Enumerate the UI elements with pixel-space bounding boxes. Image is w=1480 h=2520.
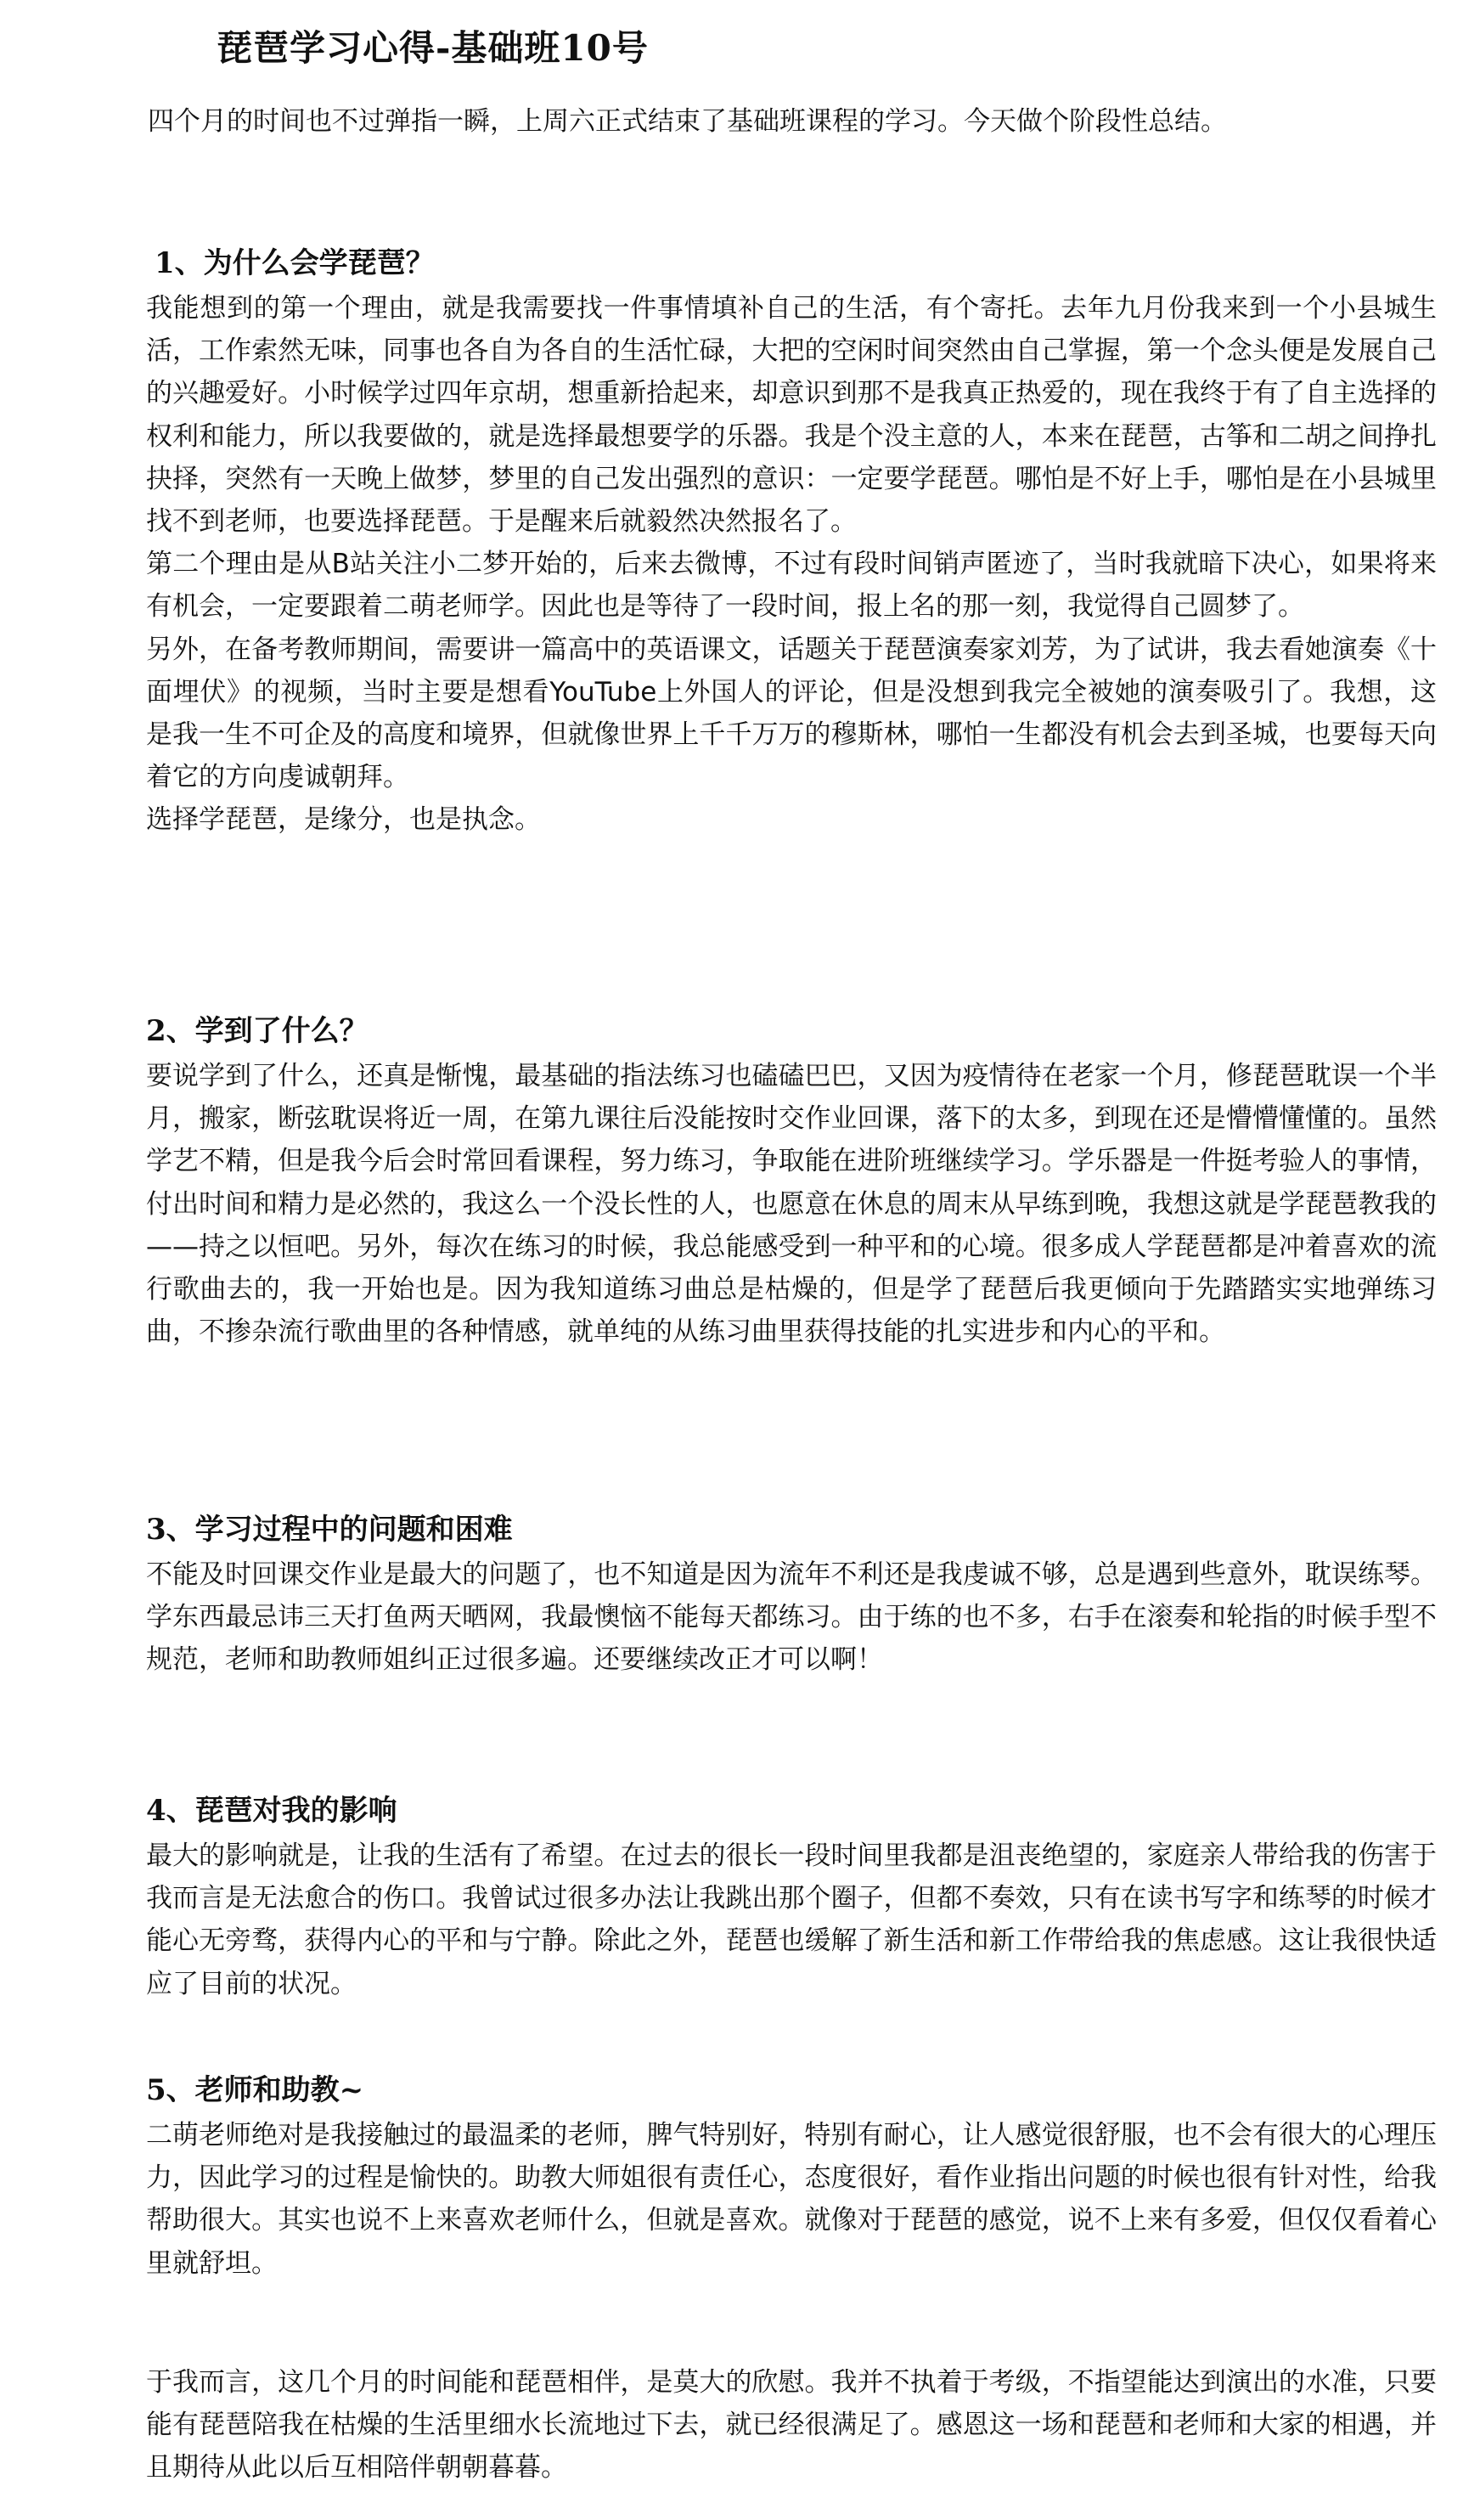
section-paragraph: 我能想到的第一个理由，就是我需要找一件事情填补自己的生活，有个寄托。去年九月份我来到一个小县城生活，工作索然无味，同事也各自为各自的生活忙碌，大把的空闲时间突然由自己掌握，第一个念头便是发展自己的兴趣爱好。小时候学过四年京胡，想重新拾起来，却意识到那不是我真正热爱的，现在我终于有了自主选择的权利和能力，所以我要做的，就是选择最想要学的乐器。我是个没主意的人，本来在琵琶，古筝和二胡之间挣扎抉择，突然有一天晚上做梦，梦里的自己发出强烈的意识：一定要学琵琶。哪怕是不好上手，哪怕是在小县城里找不到老师，也要选择琵琶。于是醒来后就毅然决然报名了。 [146,293,1437,538]
section-paragraph: 不能及时回课交作业是最大的问题了，也不知道是因为流年不利还是我虔诚不够，总是遇到些意外，耽误练琴。学东西最忌讳三天打鱼两天晒网，我最懊恼不能每天都练习。由于练的也不多，右手在滚奏和轮指的时候手型不规范，老师和助教师姐纠正过很多遍。还要继续改正才可以啊！ [146,1559,1437,1676]
section-influence [146,1787,1437,2005]
section-problems [146,1506,1437,1682]
section-paragraph: 二萌老师绝对是我接触过的最温柔的老师，脾气特别好，特别有耐心，让人感觉很舒服，也不会有很大的心理压力，因此学习的过程是愉快的。助教大师姐很有责任心，态度很好，看作业指出问题的时候也很有针对性，给我帮助很大。其实也说不上来喜欢老师什么，但就是喜欢。就像对于琵琶的感觉，说不上来有多爱，但仅仅看着心里就舒坦。 [146,2120,1437,2279]
intro-paragraph: 四个月的时间也不过弹指一瞬，上周六正式结束了基础班课程的学习。今天做个阶段性总结。 [148,106,1227,137]
section-teachers [146,2066,1437,2285]
section-paragraph: 选择学琵琶，是缘分，也是执念。 [146,804,541,836]
section-paragraph: 第二个理由是从B站关注小二梦开始的，后来去微博，不过有段时间销声匿迹了，当时我就暗下决心，如果将来有机会，一定要跟着二萌老师学。因此也是等待了一段时间，报上名的那一刻，我觉得自己圆梦了。 [146,549,1437,623]
section-heading: 4、琵琶对我的影响 [146,1794,397,1828]
section-heading: 2、学到了什么？ [146,1014,369,1048]
section-paragraph: 要说学到了什么，还真是惭愧，最基础的指法练习也磕磕巴巴，又因为疫情待在老家一个月，修琵琶耽误一个半月，搬家，断弦耽误将近一周，在第九课往后没能按时交作业回课，落下的太多，到现在还是懵懵懂懂的。虽然学艺不精，但是我今后会时常回看课程，努力练习，争取能在进阶班继续学习。学乐器是一件挺考验人的事情，付出时间和精力是必然的，我这么一个没长性的人，也愿意在休息的周末从早练到晚，我想这就是学琵琶教我的——持之以恒吧。另外，每次在练习的时候，我总能感受到一种平和的心境。很多成人学琵琶都是冲着喜欢的流行歌曲去的，我一开始也是。因为我知道练习曲总是枯燥的，但是学了琵琶后我更倾向于先踏踏实实地弹练习曲，不掺杂流行歌曲里的各种情感，就单纯的从练习曲里获得技能的扎实进步和内心的平和。 [146,1061,1437,1348]
document-title: 琵琶学习心得-基础班10号 [217,27,649,69]
section-paragraph: 另外，在备考教师期间，需要讲一篇高中的英语课文，话题关于琵琶演奏家刘芳，为了试讲，我去看她演奏《十面埋伏》的视频，当时主要是想看YouTube上外国人的评论，但是没想到我完全被她的演奏吸引了。我想，这是我一生不可企及的高度和境界，但就像世界上千千万万的穆斯林，哪怕一生都没有机会去到圣城，也要每天向着它的方向虔诚朝拜。 [146,634,1437,793]
section-paragraph: 最大的影响就是，让我的生活有了希望。在过去的很长一段时间里我都是沮丧绝望的，家庭亲人带给我的伤害于我而言是无法愈合的伤口。我曾试过很多办法让我跳出那个圈子，但都不奏效，只有在读书写字和练琴的时候才能心无旁骛，获得内心的平和与宁静。除此之外，琵琶也缓解了新生活和新工作带给我的焦虑感。这让我很快适应了目前的状况。 [146,1841,1437,1999]
section-heading: 1、为什么会学琵琶？ [155,246,435,280]
closing-paragraph: 于我而言，这几个月的时间能和琵琶相伴，是莫大的欣慰。我并不执着于考级，不指望能达到演出的水准，只要能有琵琶陪我在枯燥的生活里细水长流地过下去，就已经很满足了。感恩这一场和琵琶和老师和大家的相遇，并且期待从此以后互相陪伴朝朝暮暮。 [146,2367,1437,2483]
section-heading: 3、学习过程中的问题和困难 [146,1513,513,1547]
section-heading: 5、老师和助教~ [146,2073,364,2107]
section-what-learned [146,1007,1437,1353]
section-why-learn-pipa [146,240,1437,842]
